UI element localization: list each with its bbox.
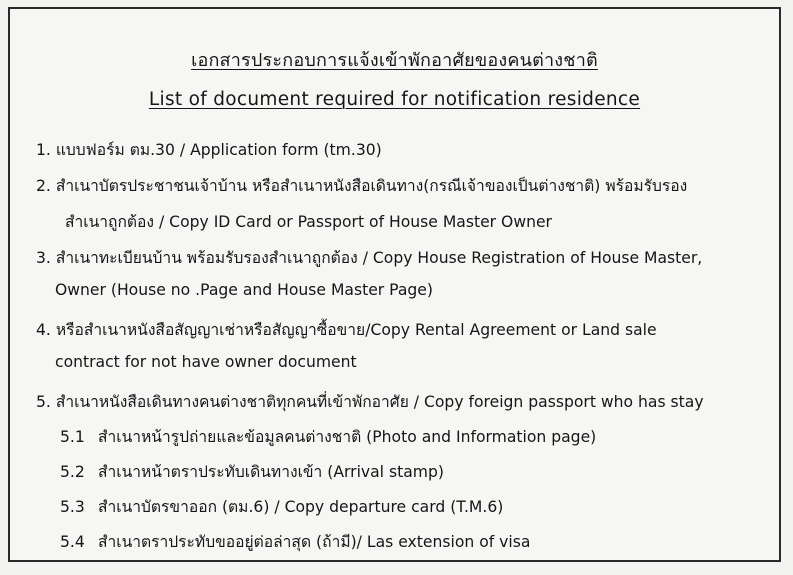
sub-item-number: 5.1 — [60, 428, 85, 446]
list-item-3-line-1: 3. สำเนาทะเบียนบ้าน พร้อมรับรองสำเนาถูกต้อง / Copy House Registration of House Master, — [36, 249, 703, 267]
sub-item-number: 5.4 — [60, 533, 85, 551]
document-frame — [8, 7, 781, 562]
sub-item-text: สำเนาหน้าตราประทับเดินทางเข้า (Arrival stamp) — [98, 463, 444, 481]
sub-item-number: 5.3 — [60, 498, 85, 516]
list-item-5: 5. สำเนาหนังสือเดินทางคนต่างชาติทุกคนที่เข้าพักอาศัย / Copy foreign passport who has stay — [36, 393, 704, 411]
sub-item-5-4 — [60, 529, 530, 554]
sub-item-text: สำเนาตราประทับขออยู่ต่อล่าสุด (ถ้ามี)/ Las extension of visa — [98, 533, 531, 551]
list-item-3-line-2: Owner (House no .Page and House Master Page) — [55, 281, 433, 299]
list-item-1: 1. แบบฟอร์ม ตม.30 / Application form (tm.30) — [36, 141, 382, 159]
sub-item-number: 5.2 — [60, 463, 85, 481]
list-item-4-line-1: 4. หรือสำเนาหนังสือสัญญาเช่าหรือสัญญาซื้อขาย/Copy Rental Agreement or Land sale — [36, 321, 657, 339]
title-thai: เอกสารประกอบการแจ้งเข้าพักอาศัยของคนต่างชาติ — [191, 50, 598, 71]
sub-item-text: สำเนาหน้ารูปถ่ายและข้อมูลคนต่างชาติ (Photo and Information page) — [98, 428, 597, 446]
list-item-2-line-2: สำเนาถูกต้อง / Copy ID Card or Passport of House Master Owner — [65, 213, 552, 231]
sub-item-5-3 — [60, 494, 503, 519]
sub-item-text: สำเนาบัตรขาออก (ตม.6) / Copy departure card (T.M.6) — [98, 498, 504, 516]
list-item-4-line-2: contract for not have owner document — [55, 353, 357, 371]
sub-item-5-2 — [60, 459, 444, 484]
list-item-2-line-1: 2. สำเนาบัตรประชาชนเจ้าบ้าน หรือสำเนาหนังสือเดินทาง(กรณีเจ้าของเป็นต่างชาติ) พร้อมรับรอง — [36, 177, 688, 195]
sub-item-5-1 — [60, 424, 596, 449]
title-english: List of document required for notification residence — [148, 89, 641, 110]
